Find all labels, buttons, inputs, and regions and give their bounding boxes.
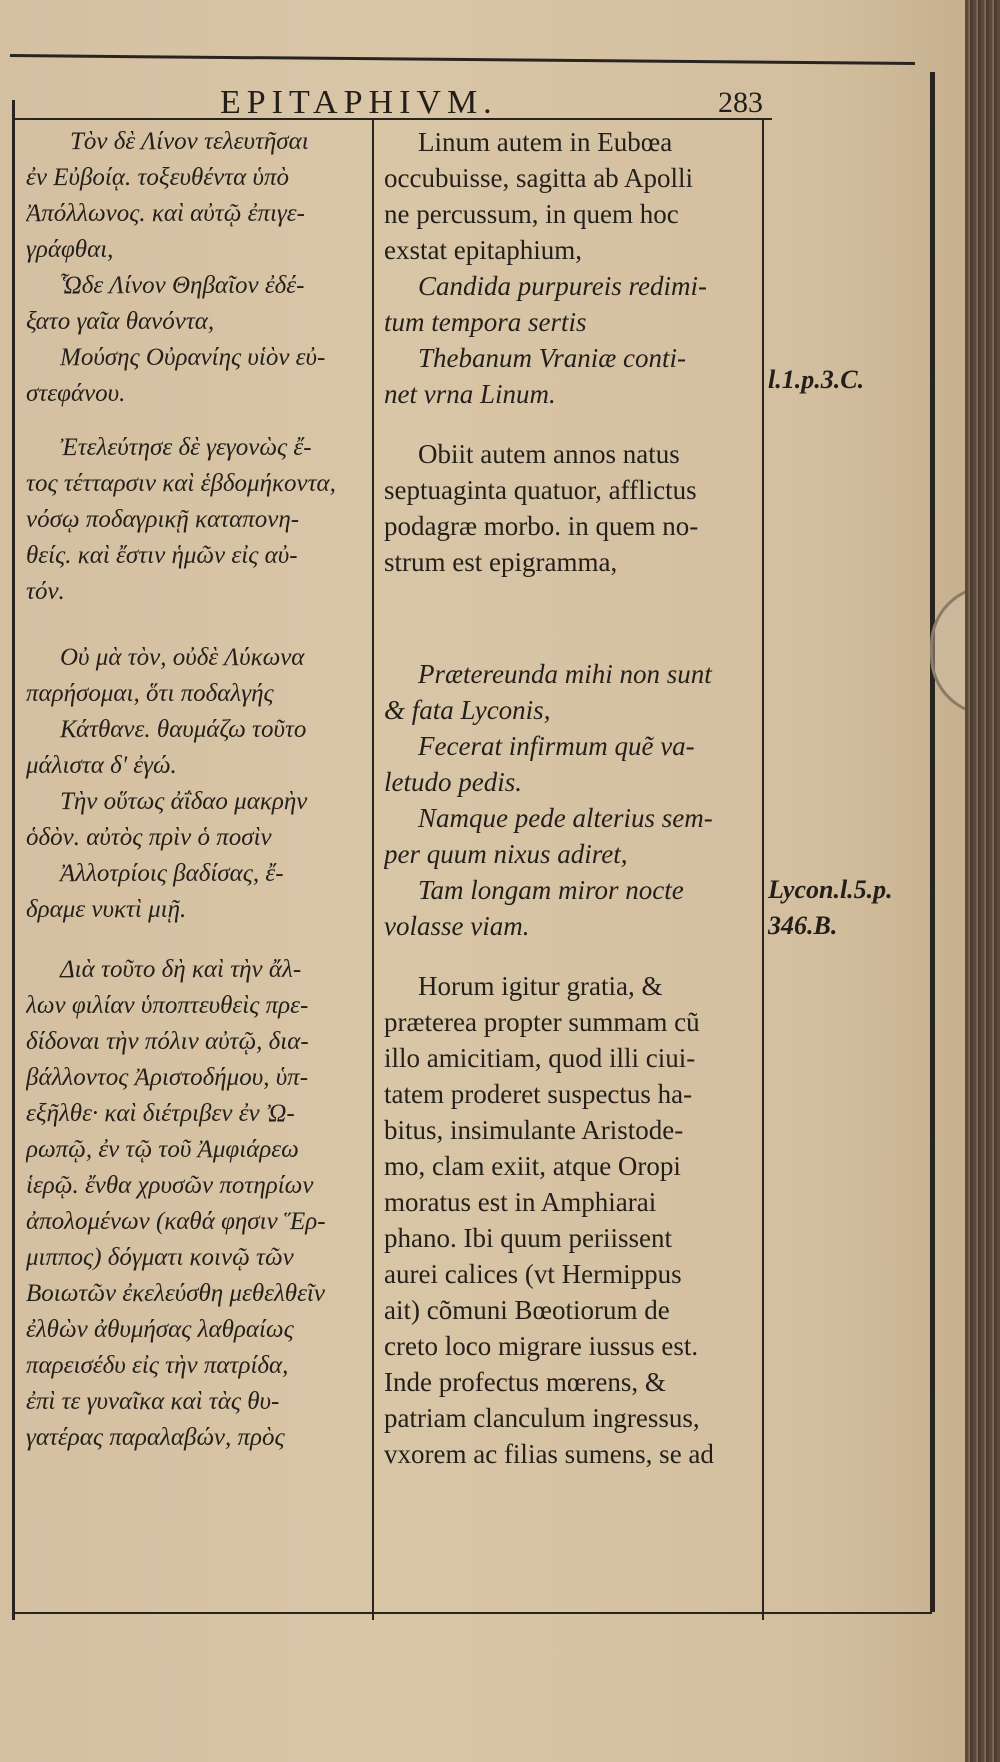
greek-line: Τὸν δὲ Λίνον τελευτῆσαι <box>70 128 309 155</box>
latin-line: mo, clam exiit, atque Oropi <box>384 1151 681 1181</box>
greek-line: ἀπολομένων (καθά φησιν Ἕρ- <box>26 1208 326 1235</box>
right-outer-rule <box>930 72 935 1612</box>
latin-block-2 <box>384 436 759 580</box>
latin-line: occubuisse, sagitta ab Apolli <box>384 163 693 193</box>
latin-line: net vrna Linum. <box>384 379 556 409</box>
greek-line: τόν. <box>26 578 65 605</box>
latin-line: vxorem ac filias sumens, se ad <box>384 1439 714 1469</box>
header-rule <box>10 54 915 65</box>
greek-line: Ἀπόλλωνος. καὶ αὐτῷ ἐπιγε- <box>26 200 305 227</box>
latin-line: patriam clanculum ingressus, <box>384 1403 700 1433</box>
latin-line: Inde profectus mœrens, & <box>384 1367 666 1397</box>
latin-line: podagræ morbo. in quem no- <box>384 511 699 541</box>
page-number: 283 <box>718 86 763 119</box>
margin-note-2-line1: Lycon.l.5.p. <box>768 875 893 904</box>
greek-line: Διὰ τοῦτο δὴ καὶ τὴν ἄλ- <box>60 956 302 983</box>
latin-line: tatem proderet suspectus ha- <box>384 1079 693 1109</box>
latin-line: Namque pede alterius sem- <box>418 803 713 833</box>
greek-block-4 <box>26 952 364 1456</box>
latin-line: septuaginta quatuor, afflictus <box>384 475 697 505</box>
book-clasp-tab <box>930 585 965 716</box>
greek-line: Οὐ μὰ τὸν, οὐδὲ Λύκωνα <box>60 644 305 671</box>
latin-line: tum tempora sertis <box>384 307 587 337</box>
greek-line: Ἐτελεύτησε δὲ γεγονὼς ἔ- <box>60 434 312 461</box>
margin-note-1: l.1.p.3.C. <box>768 365 865 394</box>
latin-line: phano. Ibi quum periissent <box>384 1223 672 1253</box>
greek-block-2 <box>26 430 364 610</box>
greek-line: γατέρας παραλαβών, πρὸς <box>26 1424 285 1451</box>
greek-line: Κάτθανε. θαυμάζω τοῦτο <box>60 716 307 743</box>
greek-line: τος τέτταρσιν καὶ ἑβδομήκοντα, <box>26 470 336 497</box>
greek-line: ρωπῷ, ἐν τῷ τοῦ Ἀμφιάρεω <box>26 1136 299 1163</box>
bottom-rule <box>12 1612 932 1614</box>
latin-line: Thebanum Vraniæ conti- <box>418 343 686 373</box>
column-divider <box>372 120 374 1620</box>
greek-line: παρήσομαι, ὅτι ποδαλγής <box>26 680 274 707</box>
margin-note-2-line2: 346.B. <box>768 911 838 940</box>
latin-line: per quum nixus adiret, <box>384 839 628 869</box>
latin-line: & fata Lyconis, <box>384 695 551 725</box>
latin-line: ne percussum, in quem hoc <box>384 199 679 229</box>
latin-block-4 <box>384 968 759 1472</box>
latin-line: volasse viam. <box>384 911 530 941</box>
latin-line: creto loco migrare iussus est. <box>384 1331 699 1361</box>
page-edges <box>965 0 1000 1762</box>
greek-line: ἱερῷ. ἔνθα χρυσῶν ποτηρίων <box>26 1172 314 1199</box>
greek-line: ἐν Εὐβοίᾳ. τοξευθέντα ὑπὸ <box>26 164 289 191</box>
greek-line: γράφθαι, <box>26 236 114 263</box>
greek-line: νόσῳ ποδαγρικῇ καταπονη- <box>26 506 300 533</box>
greek-line: βάλλοντος Ἀριστοδήμου, ὑπ- <box>26 1064 309 1091</box>
latin-line: illo amicitiam, quod illi ciui- <box>384 1043 696 1073</box>
greek-block-3 <box>26 640 364 928</box>
greek-line: Ὧδε Λίνον Θηβαῖον ἐδέ- <box>60 272 305 299</box>
greek-line: ἐλθὼν ἀθυμήσας λαθραίως <box>26 1316 294 1343</box>
greek-line: ὁδὸν. αὐτὸς πρὶν ὁ ποσὶν <box>26 824 272 851</box>
greek-line: Τὴν οὕτως ἀΐδαο μακρὴν <box>60 788 308 815</box>
latin-line: Linum autem in Eubœa <box>418 127 673 157</box>
greek-line: Βοιωτῶν ἐκελεύσθη μεθελθεῖν <box>26 1280 325 1307</box>
greek-line: στεφάνου. <box>26 380 126 407</box>
greek-line: εξῆλθε· καὶ διέτριβεν ἐν Ὠ- <box>26 1100 295 1127</box>
latin-line: aurei calices (vt Hermippus <box>384 1259 682 1289</box>
margin-rule <box>762 120 764 1620</box>
greek-line: ξατο γαῖα θανόντα, <box>26 308 215 335</box>
greek-line: ἐπὶ τε γυναῖκα καὶ τὰς θυ- <box>26 1388 280 1415</box>
running-title: EPITAPHIVM. <box>220 84 498 121</box>
greek-block-1 <box>26 124 364 412</box>
greek-line: δίδοναι τὴν πόλιν αὐτῷ, δια- <box>26 1028 309 1055</box>
latin-line: Horum igitur gratia, & <box>418 971 663 1001</box>
latin-line: Fecerat infirmum quẽ va- <box>418 731 695 761</box>
greek-line: Ἀλλοτρίοις βαδίσας, ἔ- <box>60 860 284 887</box>
latin-block-3 <box>384 656 759 944</box>
latin-block-1 <box>384 124 759 412</box>
latin-line: Candida purpureis redimi- <box>418 271 707 301</box>
latin-line: Prætereunda mihi non sunt <box>418 659 712 689</box>
latin-line: ait) cõmuni Bœotiorum de <box>384 1295 670 1325</box>
greek-line: θείς. καὶ ἔστιν ἡμῶν εἰς αὐ- <box>26 542 298 569</box>
left-column-rule <box>12 100 15 1620</box>
latin-line: moratus est in Amphiarai <box>384 1187 657 1217</box>
greek-line: λων φιλίαν ὑποπτευθεὶς πρε- <box>26 992 309 1019</box>
greek-line: μιππος) δόγματι κοινῷ τῶν <box>26 1244 294 1271</box>
latin-line: letudo pedis. <box>384 767 522 797</box>
latin-line: Tam longam miror nocte <box>418 875 684 905</box>
latin-line: exstat epitaphium, <box>384 235 582 265</box>
greek-line: δραμε νυκτὶ μιῇ. <box>26 896 187 923</box>
greek-line: παρεισέδυ εἰς τὴν πατρίδα, <box>26 1352 289 1379</box>
greek-line: Μούσης Οὐρανίης υἱὸν εὐ- <box>60 344 326 371</box>
greek-line: μάλιστα δ' ἐγώ. <box>26 752 177 779</box>
latin-line: Obiit autem annos natus <box>418 439 680 469</box>
latin-line: bitus, insimulante Aristode- <box>384 1115 684 1145</box>
latin-line: strum est epigramma, <box>384 547 618 577</box>
latin-line: præterea propter summam cũ <box>384 1007 700 1037</box>
